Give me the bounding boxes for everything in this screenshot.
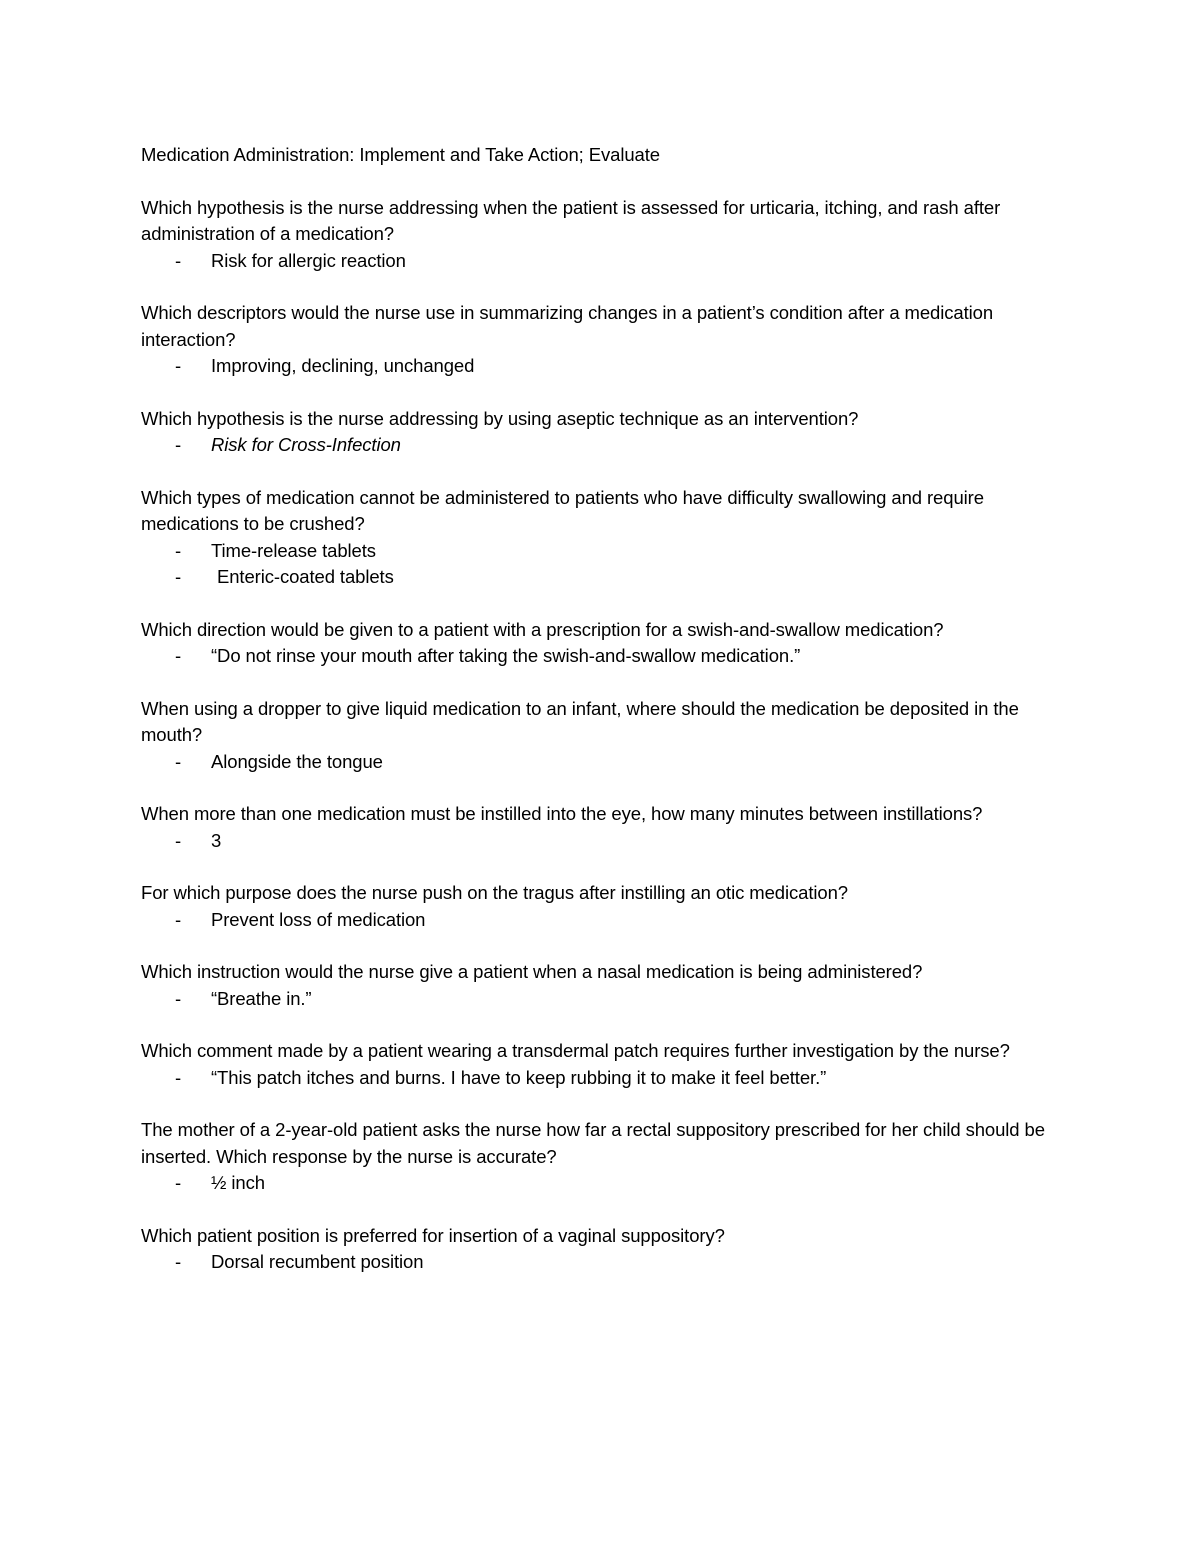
answer-item <box>141 353 1061 380</box>
dash-bullet: - <box>175 355 182 376</box>
answer-text: Alongside the tongue <box>211 750 383 772</box>
question-text: Which patient position is preferred for insertion of a vaginal suppository? <box>141 1224 725 1246</box>
dash-bullet: - <box>175 1172 182 1193</box>
answer-text: Dorsal recumbent position <box>211 1251 424 1272</box>
qa-item <box>141 1223 1061 1276</box>
answer-item <box>141 1065 1061 1092</box>
qa-item <box>141 485 1061 591</box>
answer-text: Prevent loss of medication <box>211 908 426 930</box>
answer-list <box>141 1170 1061 1197</box>
dash-bullet: - <box>175 750 182 772</box>
answer-text: “Do not rinse your mouth after taking the swish-and-swallow medication.” <box>211 645 801 666</box>
question-text: Which hypothesis is the nurse addressing when the patient is assessed for urticaria, itching, and rash after administration of a medication? <box>141 196 1001 244</box>
document-body <box>141 142 1061 1302</box>
document-title: Medication Administration: Implement and Take Action; Evaluate <box>141 144 660 165</box>
answer-list <box>141 828 1061 855</box>
qa-item <box>141 801 1061 854</box>
answer-list <box>141 248 1061 275</box>
qa-item <box>141 959 1061 1012</box>
answer-text: Improving, declining, unchanged <box>211 355 475 376</box>
answer-item <box>141 1170 1061 1197</box>
dash-bullet: - <box>175 645 182 666</box>
answer-list <box>141 749 1061 776</box>
dash-bullet: - <box>175 987 182 1009</box>
answer-list <box>141 538 1061 591</box>
answer-item <box>141 643 1061 670</box>
qa-item <box>141 1038 1061 1091</box>
qa-item <box>141 617 1061 670</box>
answer-text: Risk for allergic reaction <box>211 249 406 271</box>
answer-list <box>141 643 1061 670</box>
question-text: When using a dropper to give liquid medication to an infant, where should the medication be deposited in the mouth? <box>141 697 1019 745</box>
answer-list <box>141 353 1061 380</box>
answer-item <box>141 749 1061 776</box>
question-text: Which hypothesis is the nurse addressing by using aseptic technique as an intervention? <box>141 407 859 429</box>
question-text: Which descriptors would the nurse use in summarizing changes in a patient’s condition after a medication interaction? <box>141 302 994 350</box>
qa-item <box>141 880 1061 933</box>
answer-item <box>141 564 1061 591</box>
answer-text: “Breathe in.” <box>211 987 312 1009</box>
question-text: The mother of a 2-year-old patient asks the nurse how far a rectal suppository prescribed for her child should be inserted. Which response by the nurse is accurate? <box>141 1119 1045 1167</box>
answer-list <box>141 1065 1061 1092</box>
answer-text: Risk for Cross-Infection <box>211 434 401 455</box>
answer-text: Time-release tablets <box>211 539 376 561</box>
question-text: Which types of medication cannot be administered to patients who have difficulty swallowing and require medications to be crushed? <box>141 486 984 534</box>
dash-bullet: - <box>175 434 182 455</box>
question-text: Which direction would be given to a patient with a prescription for a swish-and-swallow medication? <box>141 618 944 640</box>
dash-bullet: - <box>175 566 182 587</box>
question-text: Which instruction would the nurse give a patient when a nasal medication is being administered? <box>141 961 923 982</box>
answer-text: “This patch itches and burns. I have to keep rubbing it to make it feel better.” <box>211 1066 827 1088</box>
qa-item <box>141 406 1061 459</box>
answer-text: Enteric-coated tablets <box>217 566 394 587</box>
qa-item <box>141 195 1061 275</box>
qa-item <box>141 1117 1061 1197</box>
question-text: Which comment made by a patient wearing a transdermal patch requires further investigation by the nurse? <box>141 1040 1010 1061</box>
question-text: For which purpose does the nurse push on the tragus after instilling an otic medication? <box>141 882 848 903</box>
answer-text: 3 <box>211 829 222 851</box>
answer-item <box>141 248 1061 275</box>
answer-item <box>141 538 1061 565</box>
answer-item <box>141 986 1061 1013</box>
answer-item <box>141 907 1061 934</box>
dash-bullet: - <box>175 829 182 851</box>
dash-bullet: - <box>175 539 182 561</box>
question-text: When more than one medication must be instilled into the eye, how many minutes between instillations? <box>141 803 983 824</box>
answer-item <box>141 1249 1061 1276</box>
answer-text: ½ inch <box>211 1172 265 1193</box>
answer-list <box>141 432 1061 459</box>
dash-bullet: - <box>175 249 182 271</box>
dash-bullet: - <box>175 1066 182 1088</box>
answer-item <box>141 432 1061 459</box>
answer-list <box>141 1249 1061 1276</box>
qa-item <box>141 300 1061 380</box>
dash-bullet: - <box>175 908 182 930</box>
answer-list <box>141 907 1061 934</box>
dash-bullet: - <box>175 1251 182 1272</box>
answer-list <box>141 986 1061 1013</box>
qa-item <box>141 696 1061 776</box>
answer-item <box>141 828 1061 855</box>
